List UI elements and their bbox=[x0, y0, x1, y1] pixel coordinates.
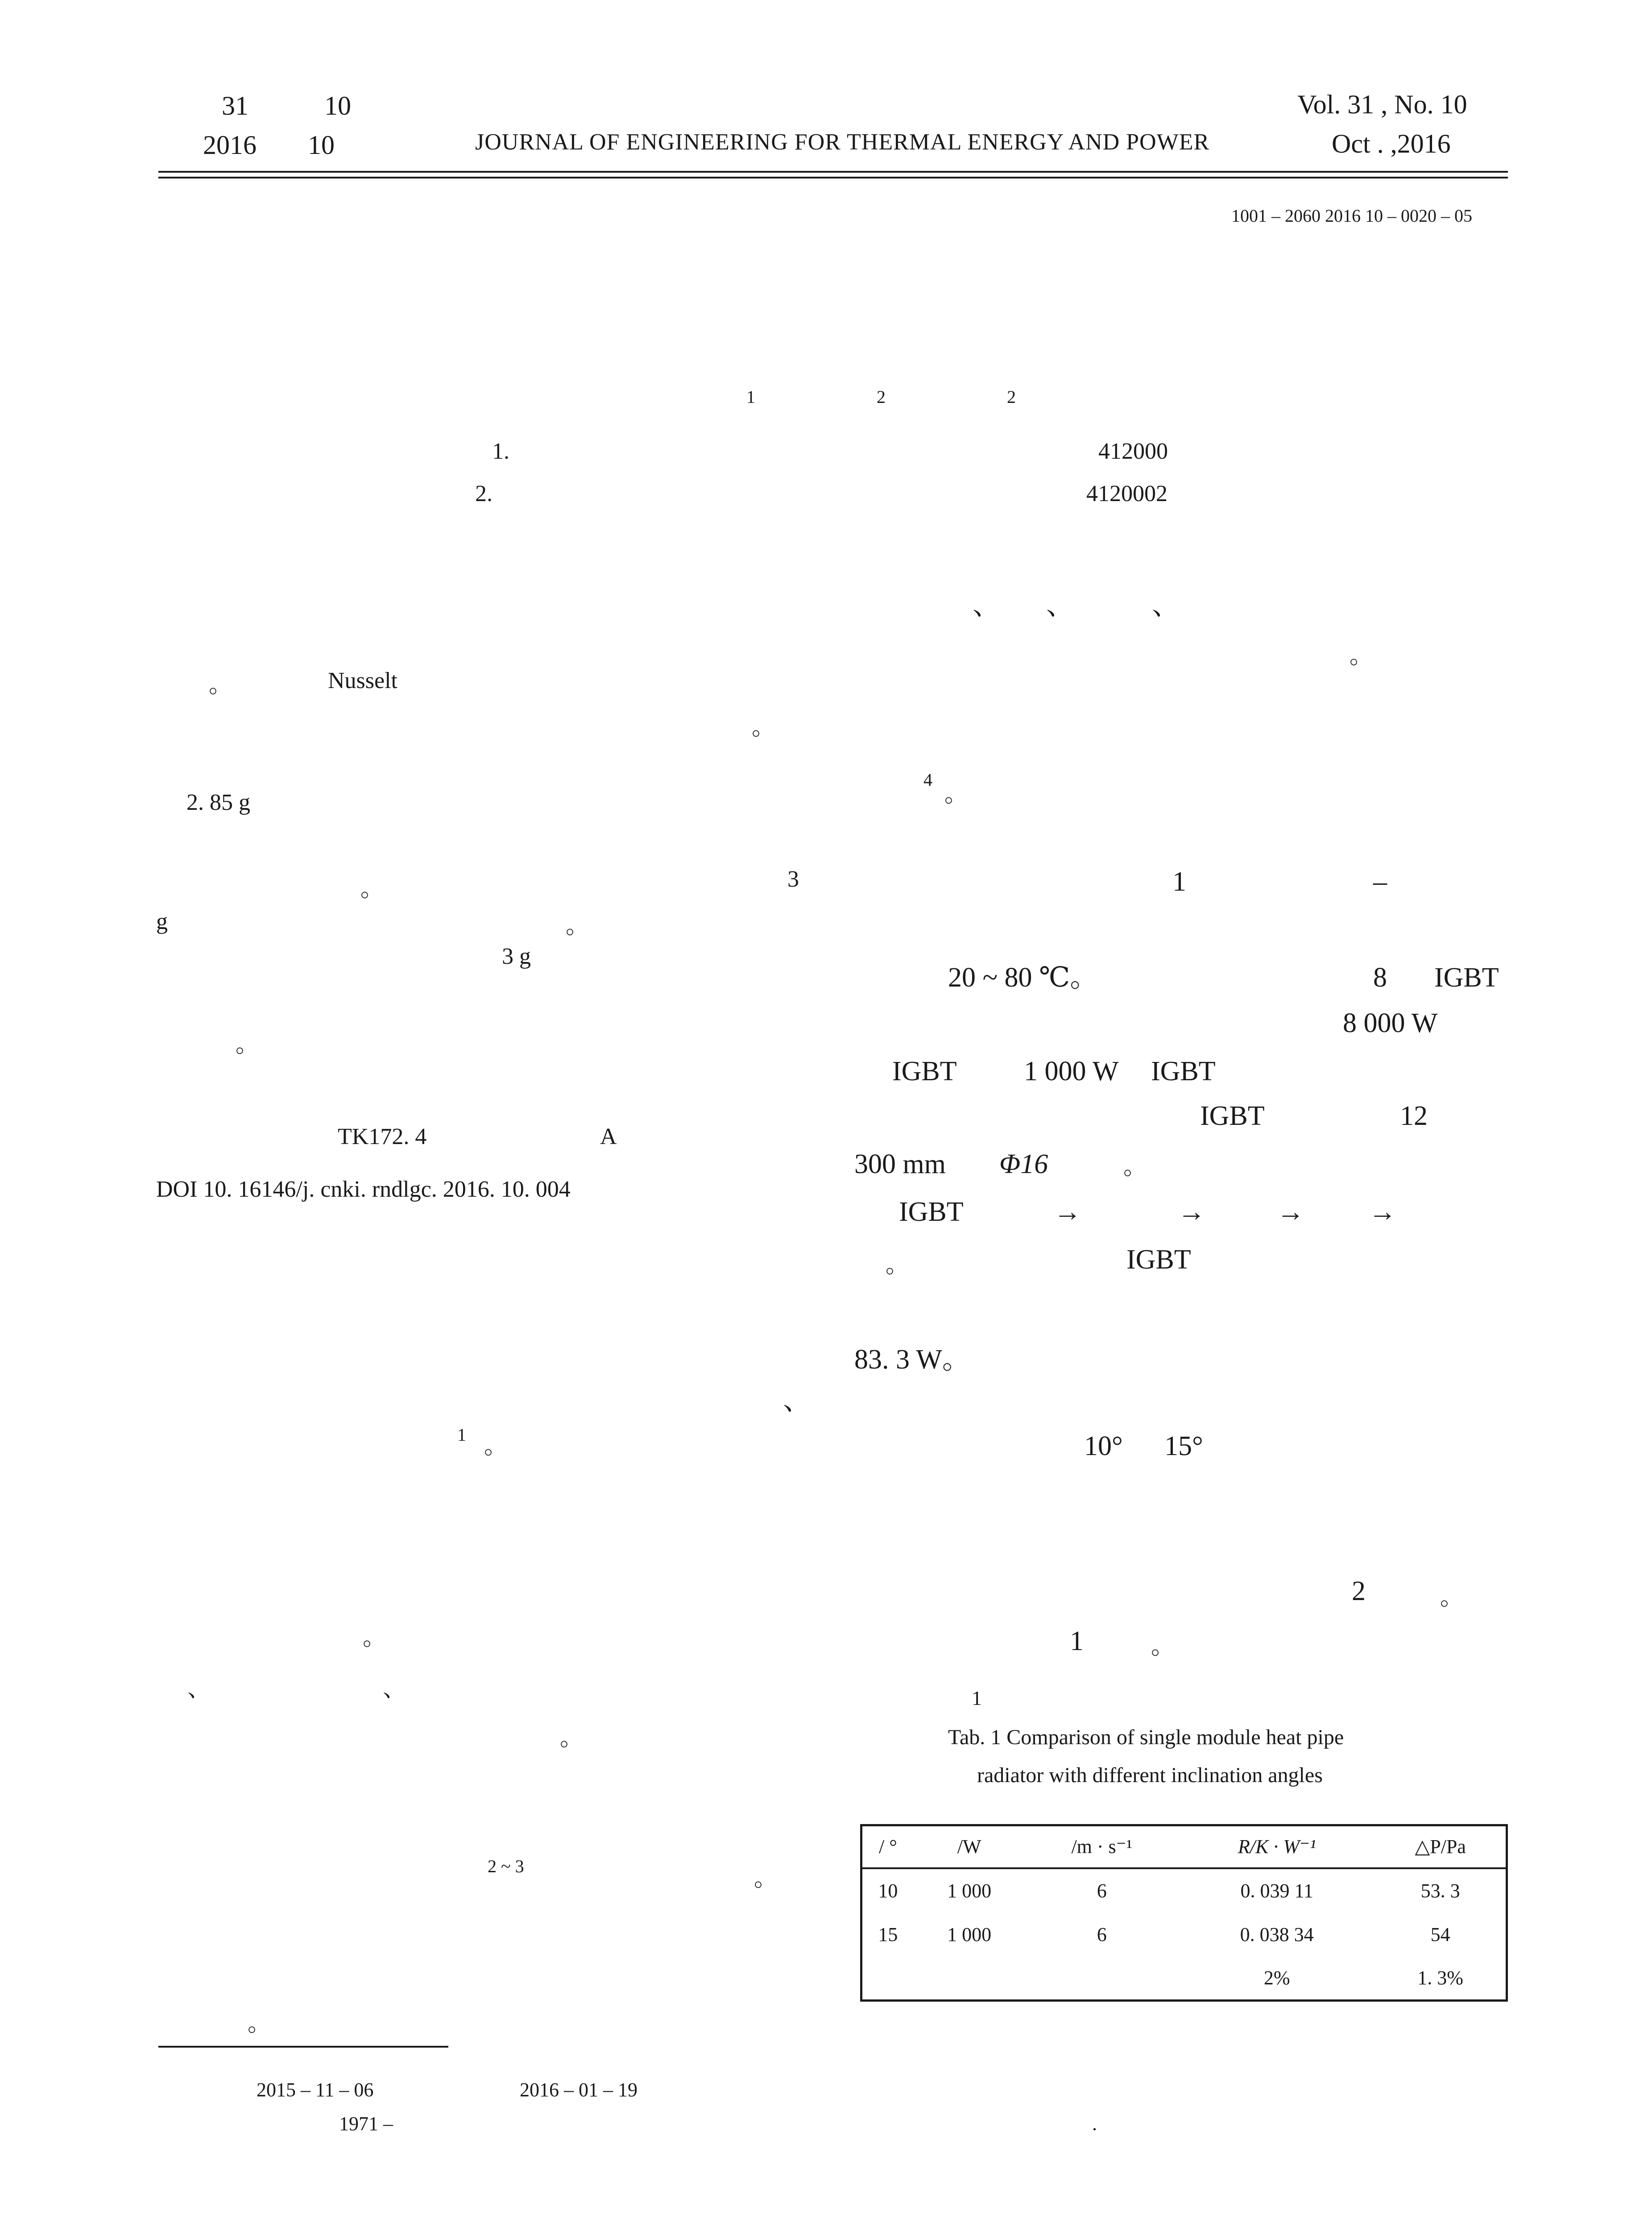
author-birth-year: 1971 – bbox=[339, 2113, 393, 2135]
arrow-2: → bbox=[1178, 1197, 1205, 1227]
table-cell: 53. 3 bbox=[1420, 1879, 1460, 1902]
count-8: 8 bbox=[1373, 962, 1387, 993]
table-row bbox=[861, 1868, 1507, 1912]
abstract-mark-1: 。 bbox=[209, 672, 232, 698]
table-cell: 1. 3% bbox=[1417, 1967, 1463, 1989]
abstract-value-3g: 3 g bbox=[502, 944, 531, 969]
header-rule-bottom bbox=[158, 177, 1508, 178]
table-cell: 54 bbox=[1430, 1923, 1450, 1945]
header-rule-top bbox=[158, 171, 1508, 173]
table-cell: 0. 038 34 bbox=[1240, 1923, 1314, 1945]
author-sup-3: 2 bbox=[1007, 387, 1016, 407]
right-comma-1: 、 bbox=[973, 590, 1001, 621]
author-sup-1: 1 bbox=[746, 387, 755, 407]
igbt-label-2: IGBT bbox=[892, 1056, 957, 1086]
pipe-length: 300 mm bbox=[854, 1149, 946, 1179]
table-row bbox=[861, 1912, 1507, 1957]
header-power: /W bbox=[914, 1825, 1025, 1868]
abstract-mark-2: 。 bbox=[752, 715, 775, 740]
table-cell: 10 bbox=[878, 1879, 898, 1902]
arrow-4: → bbox=[1369, 1197, 1396, 1227]
section-1-dash: – bbox=[1373, 867, 1387, 897]
table-cell bbox=[914, 1957, 1025, 2001]
left-mark-1: 。 bbox=[484, 1434, 508, 1459]
author-sup-2: 2 bbox=[877, 387, 886, 407]
section-1-number: 1 bbox=[1172, 867, 1186, 897]
table-cell bbox=[1025, 1957, 1179, 2001]
temperature-range: 20 ~ 80 ℃。 bbox=[948, 962, 1098, 993]
affiliation-2-number: 2. bbox=[475, 481, 493, 506]
abstract-unit-g: g bbox=[156, 909, 168, 934]
igbt-label-5: IGBT bbox=[899, 1197, 964, 1227]
right-mark-6: 。 bbox=[1151, 1634, 1175, 1659]
right-comma-3: 、 bbox=[1152, 590, 1180, 621]
revised-date: 2016 – 01 – 19 bbox=[520, 2079, 638, 2101]
arrow-1: → bbox=[1054, 1197, 1081, 1227]
affiliation-2-postcode: 4120002 bbox=[1086, 481, 1168, 506]
abstract-value-285g: 2. 85 g bbox=[186, 790, 250, 815]
angle-10: 10° bbox=[1084, 1431, 1123, 1461]
left-mark-4: 。 bbox=[754, 1866, 778, 1891]
year-cn: 2016 bbox=[203, 130, 257, 160]
table-cell: 6 bbox=[1097, 1923, 1107, 1945]
affiliation-1-number: 1. bbox=[492, 439, 509, 464]
table-1-caption-line-1: Tab. 1 Comparison of single module heat pipe bbox=[948, 1725, 1344, 1749]
table-cell: 15 bbox=[878, 1923, 898, 1945]
volume-en: Vol. 31 , No. 10 bbox=[1297, 90, 1467, 119]
table-cell: 6 bbox=[1097, 1879, 1107, 1902]
ref-sup-1: 1 bbox=[457, 1425, 466, 1445]
table-cell: 0. 039 11 bbox=[1240, 1879, 1313, 1902]
ref-sup-4: 4 bbox=[923, 770, 932, 790]
abstract-mark-3: 。 bbox=[360, 876, 384, 902]
abstract-nusselt: Nusselt bbox=[328, 668, 397, 693]
abstract-mark-5: 。 bbox=[236, 1032, 259, 1057]
clc-number: TK172. 4 bbox=[338, 1124, 427, 1149]
right-comma-4: 、 bbox=[783, 1385, 811, 1416]
left-comma-2: 、 bbox=[383, 1676, 406, 1702]
left-mark-5: 。 bbox=[248, 2011, 271, 2036]
arrow-3: → bbox=[1277, 1197, 1304, 1227]
right-comma-2: 、 bbox=[1046, 590, 1074, 621]
count-12: 12 bbox=[1400, 1101, 1428, 1131]
left-mark-3: 。 bbox=[560, 1725, 584, 1751]
header-angle: / ° bbox=[861, 1825, 914, 1868]
igbt-label-6: IGBT bbox=[1126, 1244, 1191, 1275]
table-cell: 2% bbox=[1263, 1967, 1290, 1989]
volume-cn: 31 bbox=[222, 91, 248, 120]
igbt-label-1: IGBT bbox=[1434, 962, 1499, 993]
date-en: Oct . ,2016 bbox=[1332, 129, 1451, 158]
header-thermal-resistance: R/K · W⁻¹ bbox=[1179, 1825, 1375, 1868]
module-power: 1 000 W bbox=[1024, 1056, 1119, 1086]
right-mark-3: 。 bbox=[1123, 1154, 1147, 1180]
header-pressure-drop: △P/Pa bbox=[1375, 1825, 1507, 1868]
month-cn: 10 bbox=[308, 130, 335, 160]
angle-15: 15° bbox=[1164, 1431, 1203, 1461]
ref-sup-2-3: 2 ~ 3 bbox=[488, 1856, 524, 1876]
journal-title: JOURNAL OF ENGINEERING FOR THERMAL ENERGY AND POWER bbox=[475, 129, 1210, 155]
igbt-label-4: IGBT bbox=[1200, 1101, 1265, 1131]
table-1-ref: 1 bbox=[1070, 1626, 1084, 1656]
abstract-mark-4: 。 bbox=[566, 913, 589, 939]
abstract-number-3: 3 bbox=[787, 867, 799, 892]
footnote-end-dot: . bbox=[1092, 2113, 1097, 2135]
table-1-caption-line-2: radiator with different inclination angles bbox=[977, 1763, 1323, 1787]
header-velocity: /m · s⁻¹ bbox=[1025, 1825, 1179, 1868]
right-mark-4: 。 bbox=[886, 1252, 909, 1278]
document-code: A bbox=[600, 1124, 617, 1149]
comparison-table bbox=[860, 1824, 1508, 2002]
issue-cn: 10 bbox=[324, 91, 351, 120]
figure-2-ref: 2 bbox=[1352, 1576, 1366, 1606]
table-header-row bbox=[861, 1825, 1507, 1868]
pipe-diameter: Φ16 bbox=[999, 1149, 1048, 1179]
left-comma-1: 、 bbox=[187, 1676, 211, 1702]
right-mark-2: 。 bbox=[944, 782, 968, 807]
table-1-label: 1 bbox=[972, 1687, 982, 1709]
table-cell bbox=[861, 1957, 914, 2001]
table-cell: 1 000 bbox=[947, 1923, 992, 1945]
affiliation-1-postcode: 412000 bbox=[1098, 439, 1168, 464]
footnote-rule bbox=[158, 2046, 448, 2048]
doi: DOI 10. 16146/j. cnki. rndlgc. 2016. 10. 004 bbox=[156, 1177, 571, 1202]
total-power: 8 000 W bbox=[1343, 1008, 1438, 1038]
right-mark-5: 。 bbox=[1440, 1585, 1464, 1610]
received-date: 2015 – 11 – 06 bbox=[257, 2079, 374, 2101]
heat-per-pipe: 83. 3 W。 bbox=[854, 1344, 970, 1375]
table-cell: 1 000 bbox=[947, 1879, 992, 1902]
igbt-label-3: IGBT bbox=[1151, 1056, 1216, 1086]
table-row bbox=[861, 1957, 1507, 2001]
article-code: 1001 – 2060 2016 10 – 0020 – 05 bbox=[1231, 206, 1472, 226]
right-mark-1: 。 bbox=[1350, 643, 1373, 669]
left-mark-2: 。 bbox=[363, 1625, 386, 1650]
